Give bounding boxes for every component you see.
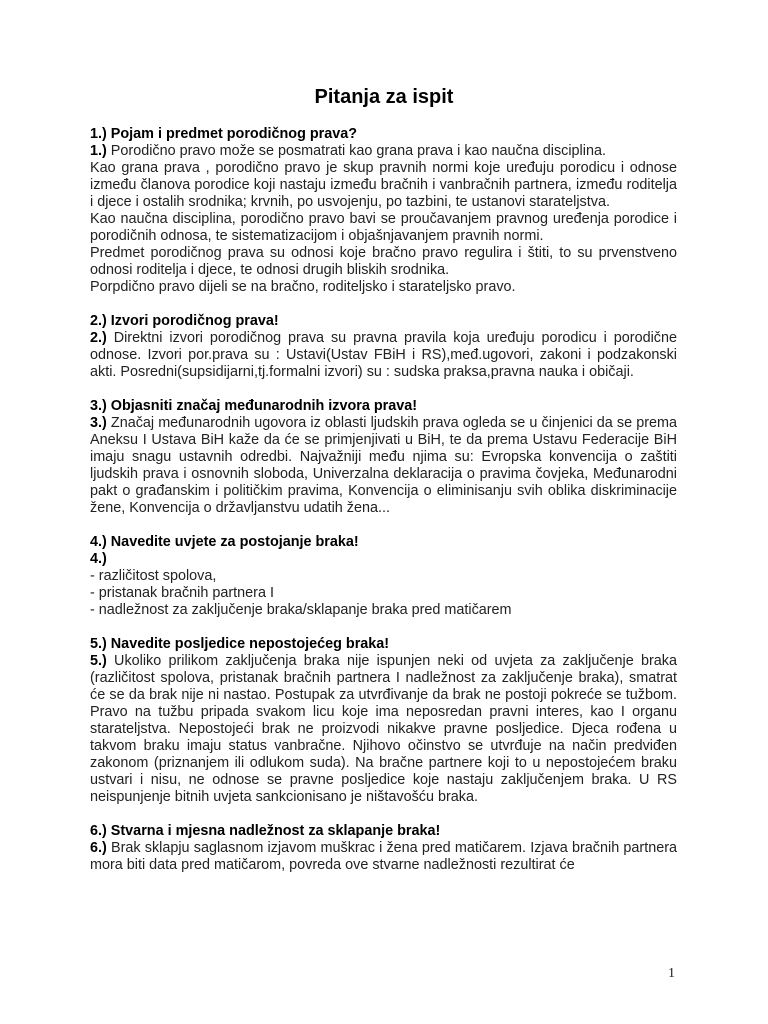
question-heading: 2.) Izvori porodičnog prava! xyxy=(90,313,279,329)
page-title: Pitanja za ispit xyxy=(314,86,454,108)
paragraph: Kao naučna disciplina, porodično pravo bavi se proučavanjem pravnog uređenja porodice i porodičnih odnosa, te sistematizacijom i objašnjavanjem pravnih normi. xyxy=(90,211,677,244)
paragraph-text: Porodično pravo može se posmatrati kao grana prava i kao naučna disciplina. xyxy=(106,143,606,159)
paragraph: Kao grana prava , porodično pravo je skup pravnih normi koje uređuju porodicu i odnose između članova porodice koji nastaju između bračnih i vanbračnih partnera, između roditelja i djece i ostalih srodnika; krvnih, po usvojenju, po tazbini, te ustanovi starateljstva. xyxy=(90,160,677,210)
paragraph xyxy=(90,653,677,806)
question-heading: 5.) Navedite posljedice nepostojećeg braka! xyxy=(90,636,390,652)
paragraph xyxy=(90,330,677,381)
paragraph-text: Značaj međunarodnih ugovora iz oblasti ljudskih prava ogleda se u činjenici da se prema Aneksu I Ustava BiH kaže da će se primjenjivati u BiH, te da prema Ustavu Federacije BiH imaju snagu ustavnih odredbi. Najvažniji među njima su: Evropska konvencija o zaštiti ljudskih prava i osnovnih sloboda, Univerzalna deklaracija o pravima čovjeka, Međunarodni pakt o građanskim i političkim pravima, Konvencija o eliminisanju svih oblika diskriminacije žene, Konvencija o državljanstvu udatih žena... xyxy=(90,415,677,516)
page-number: 1 xyxy=(668,966,675,981)
answer-number: 5.) xyxy=(90,653,107,669)
paragraph: Predmet porodičnog prava su odnosi koje bračno pravo regulira i štiti, to su prvenstveno odnosi roditelja i djece, te odnosi drugih bliskih srodnika. xyxy=(90,245,677,278)
question-heading: 1.) Pojam i predmet porodičnog prava? xyxy=(90,126,358,142)
paragraph-text: Brak sklapju saglasnom izjavom muškrac i žena pred matičarem. Izjava bračnih partnera mora biti data pred matičarom, povreda ove stvarne nadležnosti rezultirat će xyxy=(90,840,677,873)
document-body xyxy=(90,126,677,891)
answer-number: 6.) xyxy=(90,840,107,856)
paragraph xyxy=(90,415,677,517)
section-3 xyxy=(90,398,677,517)
list-item: - nadležnost za zaključenje braka/sklapanje braka pred matičarem xyxy=(90,602,512,618)
paragraph xyxy=(90,143,677,160)
section-1 xyxy=(90,126,677,296)
paragraph-text: Direktni izvori porodičnog prava su pravna pravila koja uređuju porodicu i porodične odnose. Izvori por.prava su : Ustavi(Ustav FBiH i RS),međ.ugovori, zakoni i podzakonski akti. Posredni(supsidijarni,tj.formalni izvori) su : sudska praksa,pravna nauka i običaji. xyxy=(90,330,677,380)
list-item: - različitost spolova, xyxy=(90,568,217,584)
section-5 xyxy=(90,636,677,806)
section-4 xyxy=(90,534,677,619)
section-6 xyxy=(90,823,677,874)
answer-number: 4.) xyxy=(90,551,107,567)
question-heading: 3.) Objasniti značaj međunarodnih izvora prava! xyxy=(90,398,418,414)
list-item: - pristanak bračnih partnera I xyxy=(90,585,274,601)
question-heading: 4.) Navedite uvjete za postojanje braka! xyxy=(90,534,359,550)
paragraph xyxy=(90,551,677,568)
question-heading: 6.) Stvarna i mjesna nadležnost za sklapanje braka! xyxy=(90,823,441,839)
section-2 xyxy=(90,313,677,381)
paragraph xyxy=(90,840,677,874)
paragraph: Porpdično pravo dijeli se na bračno, roditeljsko i starateljsko pravo. xyxy=(90,279,516,295)
answer-number: 1.) xyxy=(90,143,107,159)
answer-number: 3.) xyxy=(90,415,107,431)
paragraph-text: Ukoliko prilikom zaključenja braka nije ispunjen neki od uvjeta za zaključenje braka (različitost spolova, pristanak bračnih partnera I nadležnost za zaključenje braka), smatrat će se da brak nije ni nastao. Postupak za utvrđivanje da brak ne postoji pokreće se tužbom. Pravo na tužbu pripada svakom licu koje ima neposredan pravni interes, kao I organu starateljstva. Nepostojeći brak ne proizvodi nikakve pravne posljedice. Djeca rođena u takvom braku imaju status vanbračne. Njihovo očinstvo se utvrđuje na način predviđen zakonom (priznanjem ili odlukom suda). Na bračne partnere koji to u nepostojećem braku ustvari i nisu, ne odnose se pravne posljedice koje nastaju zaključenjem braka. U RS neispunjenje bitnih uvjeta sankcionisano je ništavošću braka. xyxy=(90,653,677,805)
answer-number: 2.) xyxy=(90,330,107,346)
